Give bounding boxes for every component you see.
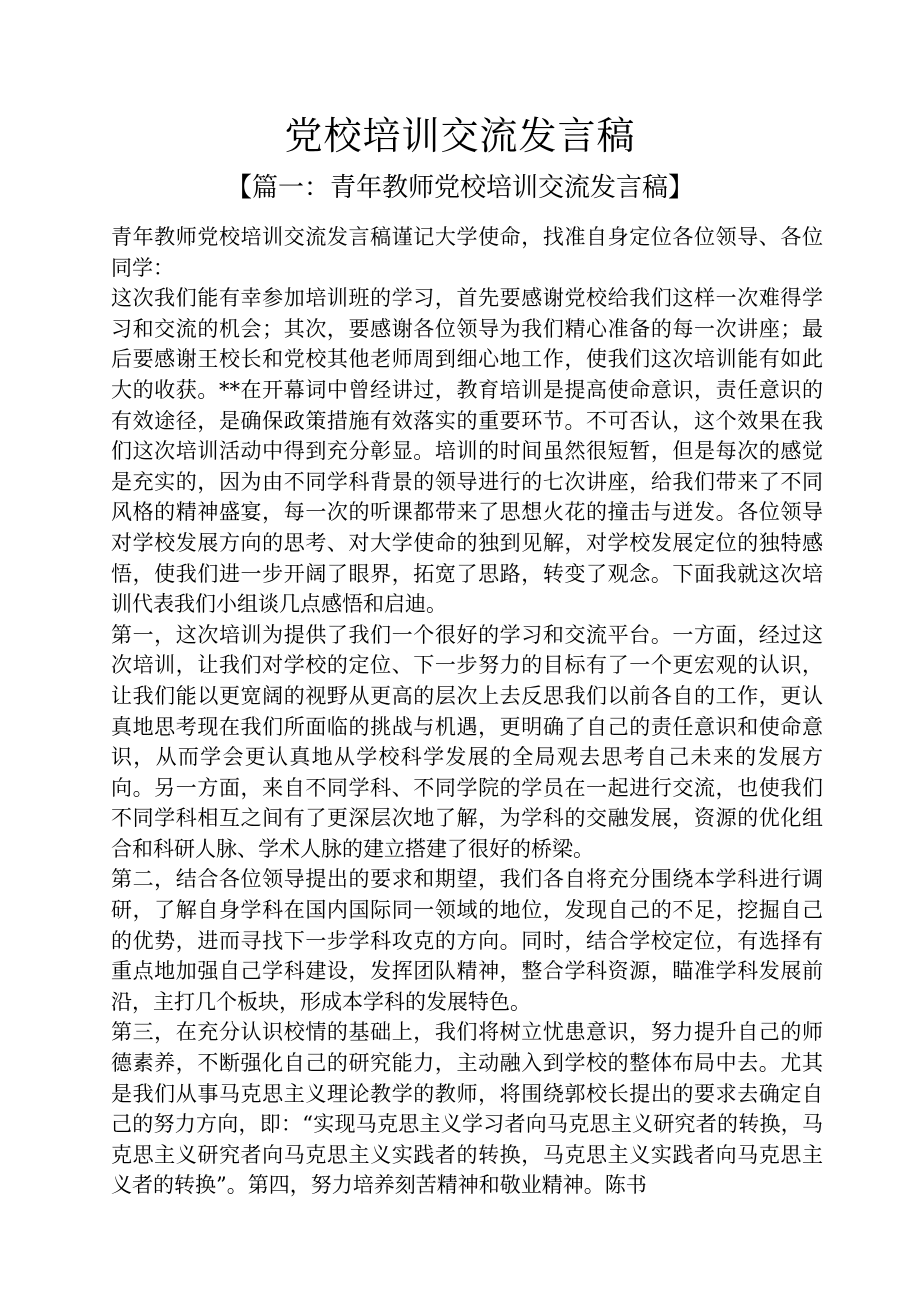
document-title: 党校培训交流发言稿 — [284, 114, 636, 158]
document-body — [111, 222, 823, 1201]
paragraph-third-point: 第三，在充分认识校情的基础上，我们将树立忧患意识，努力提升自己的师德素养，不断强化自己的研究能力，主动融入到学校的整体布局中去。尤其是我们从事马克思主义理论教学的教师，将围绕郭校长提出的要求去确定自己的努力方向，即：“实现马克思主义学习者向马克思主义研究者的转换，马克思主义研究者向马克思主义实践者的转换，马克思主义实践者向马克思主义者的转换”。第四，努力培养刻苦精神和敬业精神。陈书 — [111, 1020, 823, 1198]
document-subtitle: 【篇一：青年教师党校培训交流发言稿】 — [225, 173, 694, 203]
paragraph-second-point: 第二，结合各位领导提出的要求和期望，我们各自将充分围绕本学科进行调研，了解自身学科在国内国际同一领域的地位，发现自己的不足，挖掘自己的优势，进而寻找下一步学科攻克的方向。同时，结合学校定位，有选择有重点地加强自己学科建设，发挥团队精神，整合学科资源，瞄准学科发展前沿，主打几个板块，形成本学科的发展特色。 — [111, 867, 823, 1014]
paragraph-intro: 这次我们能有幸参加培训班的学习，首先要感谢党校给我们这样一次难得学习和交流的机会；其次，要感谢各位领导为我们精心准备的每一次讲座；最后要感谢王校长和党校其他老师周到细心地工作，使我们这次培训能有如此大的收获。**在开幕词中曾经讲过，教育培训是提高使命意识，责任意识的有效途径，是确保政策措施有效落实的重要环节。不可否认，这个效果在我们这次培训活动中得到充分彰显。培训的时间虽然很短暂，但是每次的感觉是充实的，因为由不同学科背景的领导进行的七次讲座，给我们带来了不同风格的精神盛宴，每一次的听课都带来了思想火花的撞击与迸发。各位领导对学校发展方向的思考、对大学使命的独到见解，对学校发展定位的独特感悟，使我们进一步开阔了眼界，拓宽了思路，转变了观念。下面我就这次培训代表我们小组谈几点感悟和启迪。 — [111, 286, 823, 617]
paragraph-greeting: 青年教师党校培训交流发言稿谨记大学使命，找准自身定位各位领导、各位同学： — [111, 225, 823, 280]
paragraph-first-point: 第一，这次培训为提供了我们一个很好的学习和交流平台。一方面，经过这次培训，让我们对学校的定位、下一步努力的目标有了一个更宏观的认识，让我们能以更宽阔的视野从更高的层次上去反思我们以前各自的工作，更认真地思考现在我们所面临的挑战与机遇，更明确了自己的责任意识和使命意识，从而学会更认真地从学校科学发展的全局观去思考自己未来的发展方向。另一方面，来自不同学科、不同学院的学员在一起进行交流，也使我们不同学科相互之间有了更深层次地了解，为学科的交融发展，资源的优化组合和科研人脉、学术人脉的建立搭建了很好的桥梁。 — [111, 622, 823, 861]
